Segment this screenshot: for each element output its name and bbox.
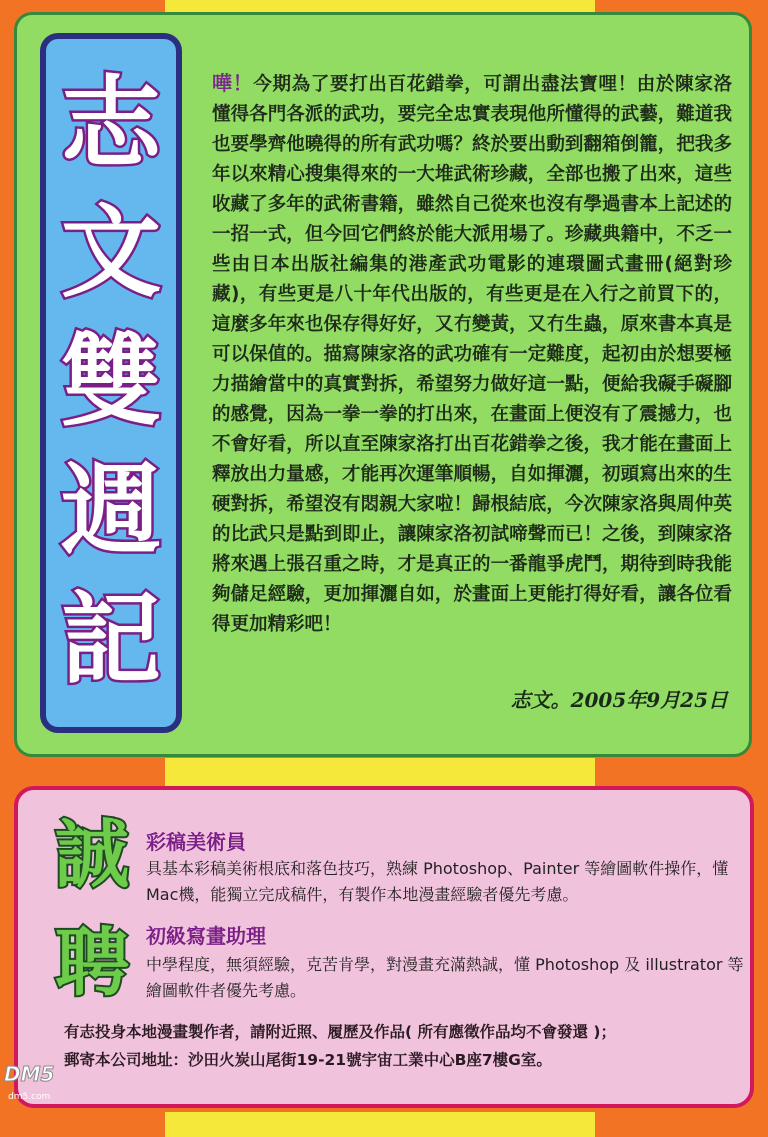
recruit-panel xyxy=(14,786,754,1108)
mailing-address: 郵寄本公司地址：沙田火炭山尾街19-21號宇宙工業中心B座7樓G室。 xyxy=(64,1051,552,1069)
column-lead: 嘩！ xyxy=(212,71,254,95)
bottom-yellow-band xyxy=(165,1112,595,1137)
recruit-title-char: 誠 xyxy=(55,812,129,898)
column-signature: 志文。2005年9月25日 xyxy=(510,688,728,712)
watermark-site: dm5.com xyxy=(8,1092,51,1102)
column-title-char: 週 xyxy=(61,451,161,569)
column-body-text: 今期為了要打出百花錯拳，可謂出盡法寶哩！由於陳家洛懂得各門各派的武功，要完全忠實表現他所懂得的武藝，難道我也要學齊他曉得的所有武功嗎？終於要出動到翻箱倒籠，把我多年以來精心搜集得來的一大堆武術珍藏，全部也搬了出來，這些收藏了多年的武術書籍，雖然自己從來也沒有學過書本上記述的一招一式，但今回它們終於能大派用場了。珍藏典籍中，不乏一些由日本出版社編集的港產武功電影的連環圖式畫冊(絕對珍藏)，有些更是八十年代出版的，有些更是在入行之前買下的，這麼多年來也保存得好好，又冇變黃，又冇生蟲，原來書本真是可以保值的。描寫陳家洛的武功確有一定難度，起初由於想要極力描繪當中的真實對拆，希望努力做好這一點，便給我礙手礙腳的感覺，因為一拳一拳的打出來，在畫面上便沒有了震撼力，也不會好看，所以直至陳家洛打出百花錯拳之後，我才能在畫面上釋放出力量感，才能再次運筆順暢，自如揮灑，初頭寫出來的生硬對拆，希望沒有悶親大家啦！歸根結底，今次陳家洛與周仲英的比武只是點到即止，讓陳家洛初試啼聲而已！之後，到陳家洛將來遇上張召重之時，才是真正的一番龍爭虎鬥，期待到時我能夠儲足經驗，更加揮灑自如，於畫面上更能打得好看，讓各位看得更加精彩吧！ xyxy=(212,74,733,635)
job-description: 具基本彩稿美術根底和落色技巧，熟練 Photoshop、Painter 等繪圖軟件操作，懂Mac機，能獨立完成稿件，有製作本地漫畫經驗者優先考慮。 xyxy=(146,859,729,904)
column-title-char: 志 xyxy=(61,64,161,182)
column-title-char: 記 xyxy=(61,580,161,698)
middle-yellow-band xyxy=(165,758,595,786)
job-title: 初級寫畫助理 xyxy=(146,924,266,948)
column-body xyxy=(212,68,732,640)
job-description: 中學程度，無須經驗，克苦肯學，對漫畫充滿熱誠，懂 Photoshop 及 illustrator 等繪圖軟件者優先考慮。 xyxy=(146,955,744,1000)
recruit-title-char: 聘 xyxy=(55,920,129,1006)
column-title-char: 文 xyxy=(61,193,161,311)
column-title-char: 雙 xyxy=(61,322,161,440)
column-title-box xyxy=(40,33,182,733)
job-title: 彩稿美術員 xyxy=(146,830,246,854)
watermark-logo: DM5 xyxy=(4,1062,55,1086)
application-note: 有志投身本地漫畫製作者，請附近照、履歷及作品( 所有應徵作品均不會發還 )； xyxy=(64,1023,616,1041)
